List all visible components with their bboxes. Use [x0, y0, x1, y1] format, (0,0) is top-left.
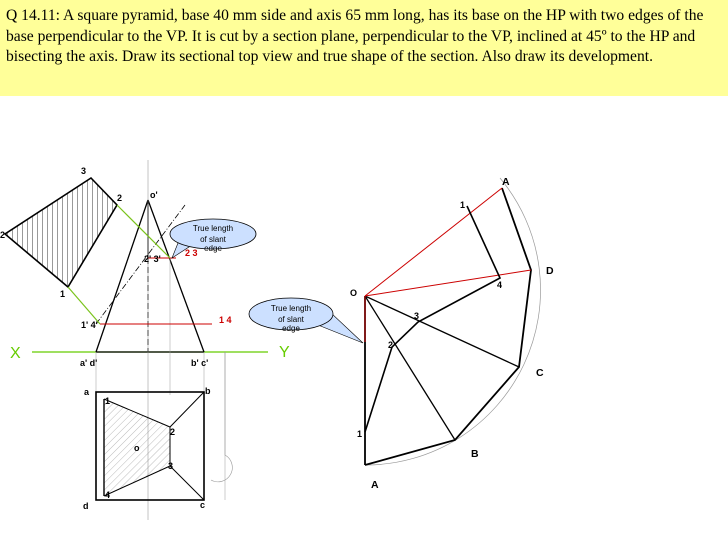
y-label: Y — [279, 344, 290, 361]
callout-true-length-2 — [249, 298, 363, 343]
callout-true-length-1 — [170, 219, 256, 258]
label-top-c: c — [200, 500, 206, 510]
arc-projector — [211, 352, 232, 482]
label-top-b: b — [205, 386, 211, 396]
label-1-4-front: 1' 4' — [81, 320, 98, 330]
x-label: X — [10, 345, 21, 362]
label-ts-3: 3 — [81, 166, 87, 176]
label-dev-C: C — [536, 367, 544, 379]
callout-2-line3: edge — [282, 324, 300, 333]
label-dev-2: 2 — [388, 340, 394, 350]
callout-1-line2: of slant — [200, 235, 226, 244]
label-dev-1-top: 1 — [460, 200, 466, 210]
label-2-3-red: 2 3 — [185, 248, 198, 258]
label-ts-2: 2 — [117, 193, 123, 203]
true-shape-of-section — [5, 178, 170, 324]
callout-1-line1: True length — [192, 224, 234, 233]
development-outline — [365, 188, 531, 465]
label-ts-1: 1 — [60, 289, 66, 299]
callout-2-line1: True length — [270, 304, 312, 313]
label-top-d: d — [83, 501, 89, 511]
label-ts-2-left: 2 — [0, 230, 6, 240]
label-dev-O: O — [350, 288, 358, 298]
label-o-prime: o' — [150, 190, 158, 200]
label-dev-A-top: A — [502, 176, 510, 188]
label-top-1: 1 — [105, 396, 111, 406]
label-dev-3: 3 — [414, 311, 420, 321]
question-text: Q 14.11: A square pyramid, base 40 mm side and axis 65 mm long, has its base on the HP with two edges of the base perpendicular to the VP. It is cut by a section plane, perpendicular to the VP, inclined at 45º to the HP and bisecting the axis. Draw its sectional top view and true shape of the section. Also draw its development. — [0, 0, 728, 96]
development-section-line — [365, 206, 503, 432]
label-dev-B: B — [471, 448, 479, 460]
label-a-d-front: a' d' — [80, 358, 98, 368]
label-2-3-front: 2' 3' — [144, 254, 161, 264]
development-red-lines — [365, 188, 531, 342]
label-dev-A-bottom: A — [371, 479, 379, 491]
label-dev-4: 4 — [497, 280, 503, 290]
label-b-c-front: b' c' — [191, 358, 209, 368]
label-top-2: 2 — [170, 427, 176, 437]
label-1-4-red: 1 4 — [219, 315, 232, 325]
label-dev-1-bottom: 1 — [357, 429, 363, 439]
label-dev-D: D — [546, 265, 554, 277]
label-top-4: 4 — [105, 490, 111, 500]
callout-1-line3: edge — [204, 244, 222, 253]
sectional-top-view — [96, 392, 204, 500]
label-top-o: o — [134, 443, 140, 453]
label-top-3: 3 — [168, 461, 174, 471]
callout-2-line2: of slant — [278, 315, 304, 324]
label-top-a: a — [84, 387, 90, 397]
